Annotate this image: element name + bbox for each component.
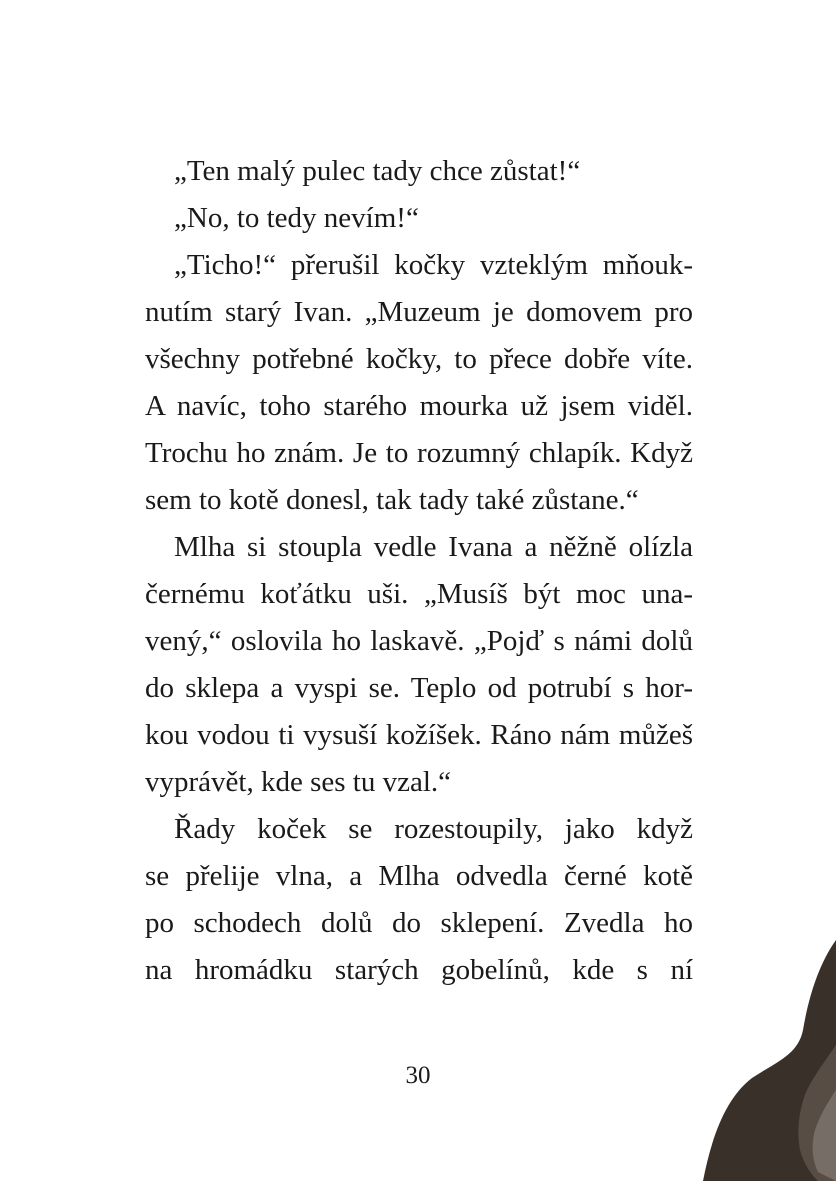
text-line: sem to kotě donesl, tak tady také zůstane.“ — [145, 484, 639, 516]
text-line: se přelije vlna, a Mlha odvedla černé kotě — [145, 860, 693, 892]
text-line: po schodech dolů do sklepení. Zvedla ho — [145, 907, 693, 939]
text-line: „Ten malý pulec tady chce zůstat!“ — [174, 155, 581, 187]
text-line: „No, to tedy nevím!“ — [174, 202, 419, 234]
text-line: na hromádku starých gobelínů, kde s ní — [145, 954, 693, 986]
text-line: Mlha si stoupla vedle Ivana a něžně olízla — [174, 531, 693, 563]
text-line: „Ticho!“ přerušil kočky vzteklým mňouk- — [174, 249, 693, 281]
text-line: Řady koček se rozestoupily, jako když — [174, 813, 693, 845]
text-line: všechny potřebné kočky, to přece dobře víte. — [145, 343, 693, 375]
text-line: kou vodou ti vysuší kožíšek. Ráno nám můžeš — [145, 719, 693, 751]
body-text — [145, 148, 693, 994]
text-line: vený,“ oslovila ho laskavě. „Pojď s námi dolů — [145, 625, 693, 657]
text-line: A navíc, toho starého mourka už jsem viděl. — [145, 390, 693, 422]
text-line: Trochu ho znám. Je to rozumný chlapík. Když — [145, 437, 693, 469]
fur-texture-light — [813, 1090, 836, 1181]
text-line: nutím starý Ivan. „Muzeum je domovem pro — [145, 296, 693, 328]
text-line: černému koťátku uši. „Musíš být moc una- — [145, 578, 693, 610]
page-number: 30 — [405, 1062, 431, 1089]
text-line: do sklepa a vyspi se. Teplo od potrubí s hor- — [145, 672, 693, 704]
text-line: vyprávět, kde ses tu vzal.“ — [145, 766, 452, 798]
